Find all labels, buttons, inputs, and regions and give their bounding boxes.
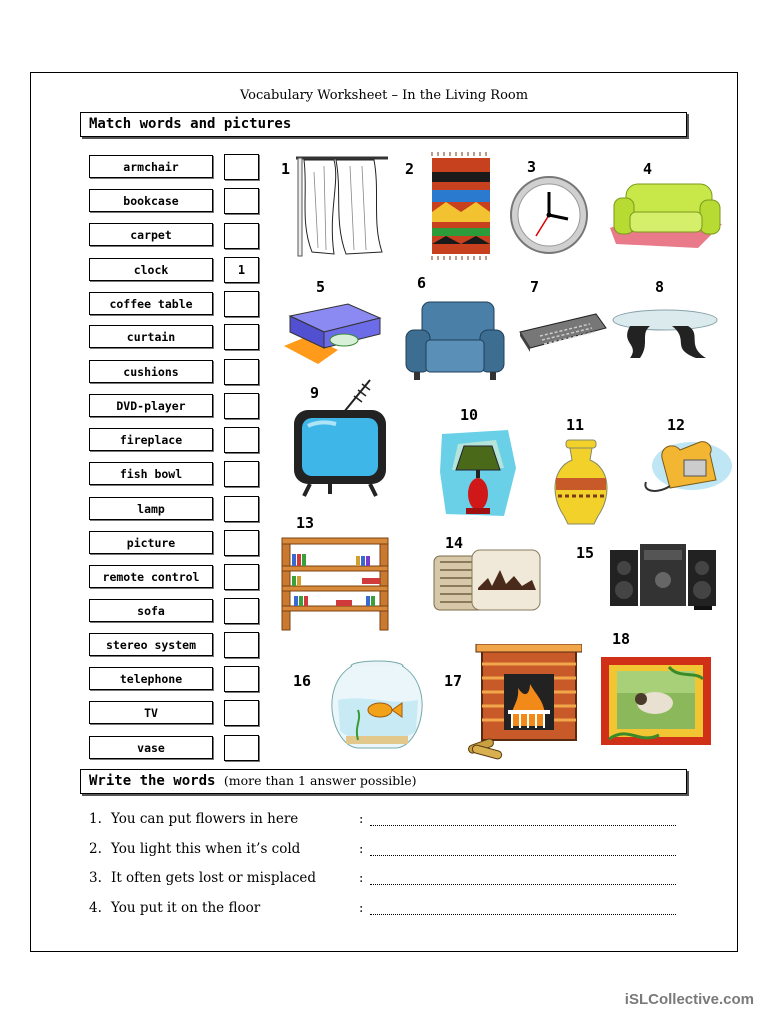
word-box: clock <box>89 258 213 281</box>
vase-picture <box>550 438 612 528</box>
section-write-heading: Write the words (more than 1 answer possible) <box>89 773 417 789</box>
word-box: cushions <box>89 360 213 383</box>
picture-number: 1 <box>281 160 291 178</box>
question-number: 3. <box>89 870 102 886</box>
fish-bowl-picture <box>328 660 426 752</box>
picture-frame-picture <box>599 655 713 747</box>
picture-number: 5 <box>316 278 326 296</box>
answer-box[interactable] <box>224 530 259 556</box>
stereo-system-picture <box>608 540 720 612</box>
word-box: curtain <box>89 325 213 348</box>
answer-box[interactable] <box>224 154 259 180</box>
word-box: stereo system <box>89 633 213 656</box>
word-box: remote control <box>89 565 213 588</box>
answer-colon: : <box>359 871 364 886</box>
question-number: 2. <box>89 841 102 857</box>
answer-box[interactable] <box>224 188 259 214</box>
question <box>89 841 300 857</box>
remote-control-picture <box>516 310 608 352</box>
sofa-picture <box>606 178 724 250</box>
coffee-table-picture <box>610 304 720 362</box>
answer-line[interactable] <box>370 904 676 915</box>
section-match-heading: Match words and pictures <box>89 116 292 132</box>
picture-number: 2 <box>405 160 415 178</box>
lamp-picture <box>438 428 518 520</box>
word-box: lamp <box>89 497 213 520</box>
watermark: iSLCollective.com <box>624 991 754 1008</box>
question <box>89 811 298 827</box>
answer-box[interactable] <box>224 324 259 350</box>
question-number: 1. <box>89 811 102 827</box>
word-box: bookcase <box>89 189 213 212</box>
question <box>89 870 316 886</box>
answer-box[interactable] <box>224 496 259 522</box>
answer-box[interactable] <box>224 700 259 726</box>
word-box: fish bowl <box>89 462 213 485</box>
answer-box[interactable] <box>224 632 259 658</box>
word-box: coffee table <box>89 292 213 315</box>
picture-number: 3 <box>527 158 537 176</box>
word-box: DVD-player <box>89 394 213 417</box>
carpet-picture <box>426 152 496 260</box>
answer-box[interactable] <box>224 735 259 761</box>
answer-colon: : <box>359 901 364 916</box>
answer-box[interactable] <box>224 598 259 624</box>
picture-number: 7 <box>530 278 540 296</box>
picture-number: 4 <box>643 160 653 178</box>
section-write-note: (more than 1 answer possible) <box>223 773 417 788</box>
question-text: It often gets lost or misplaced <box>111 870 317 886</box>
question-text: You can put flowers in here <box>111 811 299 827</box>
word-box: fireplace <box>89 428 213 451</box>
picture-number: 14 <box>445 534 464 552</box>
word-box: sofa <box>89 599 213 622</box>
answer-box[interactable] <box>224 564 259 590</box>
answer-box[interactable]: 1 <box>224 257 259 283</box>
word-box: armchair <box>89 155 213 178</box>
answer-box[interactable] <box>224 666 259 692</box>
answer-colon: : <box>359 812 364 827</box>
answer-colon: : <box>359 842 364 857</box>
answer-box[interactable] <box>224 223 259 249</box>
bookcase-picture <box>280 534 392 632</box>
question <box>89 900 260 916</box>
answer-line[interactable] <box>370 874 676 885</box>
picture-number: 15 <box>576 544 595 562</box>
word-box: carpet <box>89 223 213 246</box>
picture-number: 6 <box>417 274 427 292</box>
picture-number: 16 <box>293 672 312 690</box>
picture-number: 11 <box>566 416 585 434</box>
answer-box[interactable] <box>224 461 259 487</box>
picture-number: 8 <box>655 278 665 296</box>
picture-number: 10 <box>460 406 479 424</box>
answer-line[interactable] <box>370 845 676 856</box>
answer-line[interactable] <box>370 815 676 826</box>
word-box: vase <box>89 736 213 759</box>
tv-picture <box>290 378 390 498</box>
picture-number: 17 <box>444 672 463 690</box>
curtain-picture <box>294 152 390 260</box>
answer-box[interactable] <box>224 427 259 453</box>
answer-box[interactable] <box>224 359 259 385</box>
clock-picture <box>508 174 590 256</box>
picture-number: 12 <box>667 416 686 434</box>
cushions-picture <box>432 548 544 614</box>
word-box: picture <box>89 531 213 554</box>
question-text: You put it on the floor <box>111 900 261 916</box>
answer-box[interactable] <box>224 393 259 419</box>
word-box: TV <box>89 701 213 724</box>
page-title: Vocabulary Worksheet – In the Living Room <box>239 88 529 103</box>
word-box: telephone <box>89 667 213 690</box>
question-text: You light this when it’s cold <box>111 841 301 857</box>
picture-number: 9 <box>310 384 320 402</box>
armchair-picture <box>404 300 506 382</box>
answer-box[interactable] <box>224 291 259 317</box>
fireplace-picture <box>464 644 582 762</box>
picture-number: 18 <box>612 630 631 648</box>
dvd-player-picture <box>278 296 386 366</box>
question-number: 4. <box>89 900 102 916</box>
picture-number: 13 <box>296 514 315 532</box>
telephone-picture <box>640 436 734 496</box>
section-match <box>80 112 687 137</box>
section-write <box>80 769 687 794</box>
